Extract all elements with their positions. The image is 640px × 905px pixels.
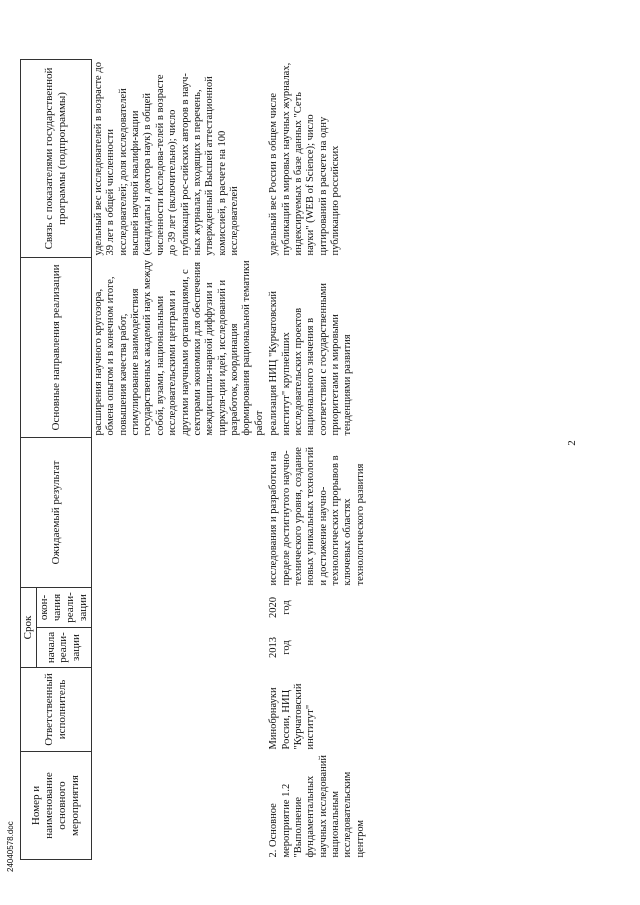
row2-end-cell: 2020 год	[268, 597, 292, 618]
row2-indicators-cell: удельный вес России в общем числе публикаций в мировых научных журналах, индексируемых в базе данных "Сеть науки" (WEB of Science); число цитирований в расчете на одну публикацию российских	[268, 62, 342, 256]
row2-directions-cell: реализация НИЦ "Курчатовский институт" крупнейших исследовательских проектов национального значения в соответствии с государственными приоритетами и мировыми тенденциями развития	[268, 282, 354, 436]
cont-indicators-cell: удельный вес исследователей в возрасте до 39 лет в общей численности исследователей; доля исследователей высшей научной квалифи-кации (кандидаты и доктора наук) в общей численности исследова-телей в возрасте до 39 лет (включительно); число публикаций рос-сийских авторов в науч-ных журналах, входящих в перечень, утвержденный Высшей аттестационной комиссией, в расчете на 100 исследователей	[92, 62, 241, 256]
footer-filename: 24040578.doc	[6, 821, 15, 872]
page-number: 2	[566, 440, 578, 446]
row2-name: Основное мероприятие 1.2 "Выполнение фундаментальных научных исследований национальным исследовательским центром	[268, 755, 366, 858]
row2-result-cell: исследования и разработки на пределе достигнутого научно-технического уровня, создание новых уникальных технологий и достижение научно-технологических прорывов в ключевых областях технологического развития	[268, 446, 366, 586]
table-header	[21, 60, 92, 860]
row2-number-name-cell	[267, 752, 368, 860]
rotated-page	[20, 60, 620, 860]
program-table	[20, 59, 368, 860]
header-number-name: Номер и наименование основного мероприятия	[21, 752, 92, 860]
header-result: Ожидаемый результат	[21, 438, 92, 588]
footer-wrap	[6, 821, 96, 884]
table-row	[91, 60, 267, 860]
row2-number: 2.	[268, 849, 280, 858]
header-indicators: Связь с показателями государственной программы (подпрограммы)	[21, 60, 92, 258]
table-row	[267, 60, 368, 860]
header-executor: Ответственный исполнитель	[21, 668, 92, 752]
row2-start-cell: 2013 год	[268, 637, 292, 658]
cont-result-cell	[91, 438, 267, 588]
header-start: начала реали-зации	[36, 628, 91, 668]
header-directions: Основные направления реализации	[21, 258, 92, 438]
header-term: Срок	[21, 588, 37, 668]
cont-directions-cell: расширения научного кругозора, обмена опытом и в конечном итоге, повышения качества работ, стимулирование взаимодействия государственных академий наук между собой, вузами, национальными исследовательскими центрами и другими научными организациями, с секторами экономики для обеспечения междисципли-нарной диффузии и циркуля-ции идей, исследований и разработок, координация формирования рациональной тематики работ	[92, 259, 265, 436]
header-end: окон-чания реали-зации	[36, 588, 91, 628]
row2-executor-cell: Минобрнауки России, НИЦ "Курчатовский институт"	[268, 683, 317, 750]
